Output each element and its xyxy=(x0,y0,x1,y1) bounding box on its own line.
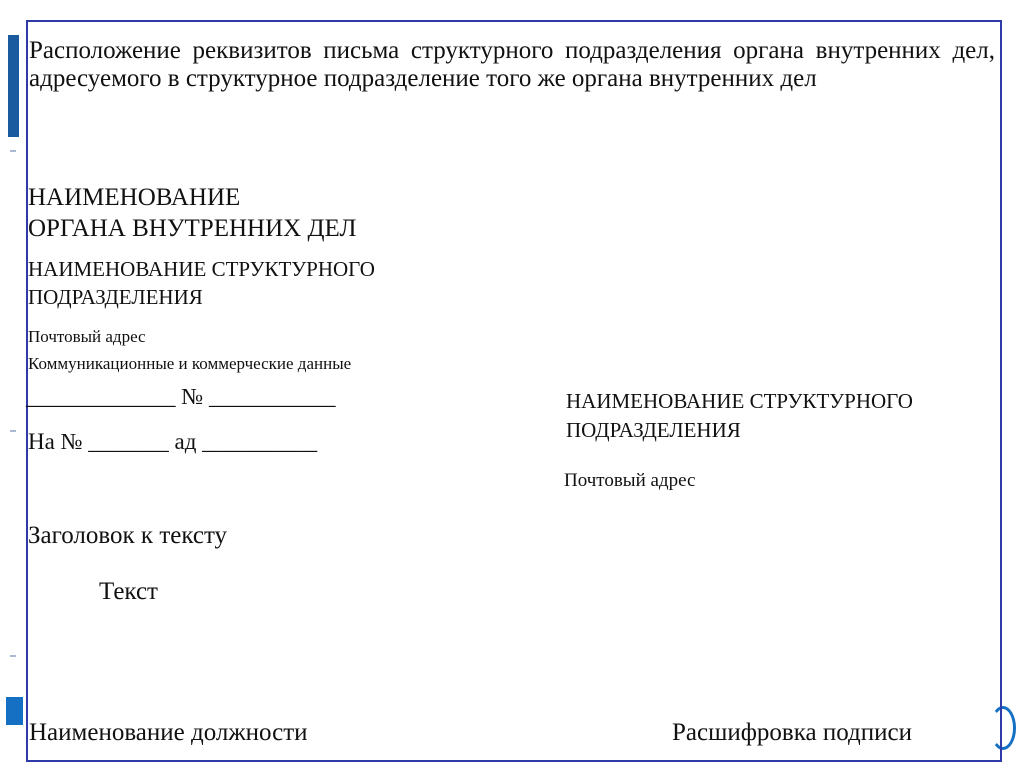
sender-postal-address: Почтовый адрес xyxy=(28,327,146,346)
sender-unit-line-1: НАИМЕНОВАНИЕ СТРУКТУРНОГО xyxy=(28,257,375,281)
document-title: Расположение реквизитов письма структурного подразделения органа внутренних дел, адресуемого в структурное подразделение того же органа внутренних дел xyxy=(29,37,995,92)
text-heading: Заголовок к тексту xyxy=(28,522,228,549)
decorative-left-bar-top xyxy=(8,35,19,137)
registration-number-line: _____________ № ___________ xyxy=(26,384,336,409)
decorative-left-bar-bottom xyxy=(6,697,23,725)
recipient-unit-line-1: НАИМЕНОВАНИЕ СТРУКТУРНОГО xyxy=(566,389,913,413)
signature-transcript: Расшифровка подписи xyxy=(672,719,912,746)
recipient-postal-address: Почтовый адрес xyxy=(564,470,696,491)
decorative-tick xyxy=(10,655,16,657)
reference-number-line: На № _______ ад __________ xyxy=(28,429,318,454)
sender-org-line-2: ОРГАНА ВНУТРЕННИХ ДЕЛ xyxy=(28,215,357,242)
sender-unit-line-2: ПОДРАЗДЕЛЕНИЯ xyxy=(28,285,203,309)
recipient-unit xyxy=(566,387,913,445)
sender-organization xyxy=(28,182,356,244)
sender-org-line-1: НАИМЕНОВАНИЕ xyxy=(28,184,241,211)
body-text: Текст xyxy=(99,578,158,605)
decorative-tick xyxy=(10,430,16,432)
sender-communication-data: Коммуникационные и коммерческие данные xyxy=(28,354,352,373)
recipient-unit-line-2: ПОДРАЗДЕЛЕНИЯ xyxy=(566,418,741,442)
sender-unit xyxy=(28,255,375,311)
position-title: Наименование должности xyxy=(29,719,308,746)
decorative-tick xyxy=(10,150,16,152)
